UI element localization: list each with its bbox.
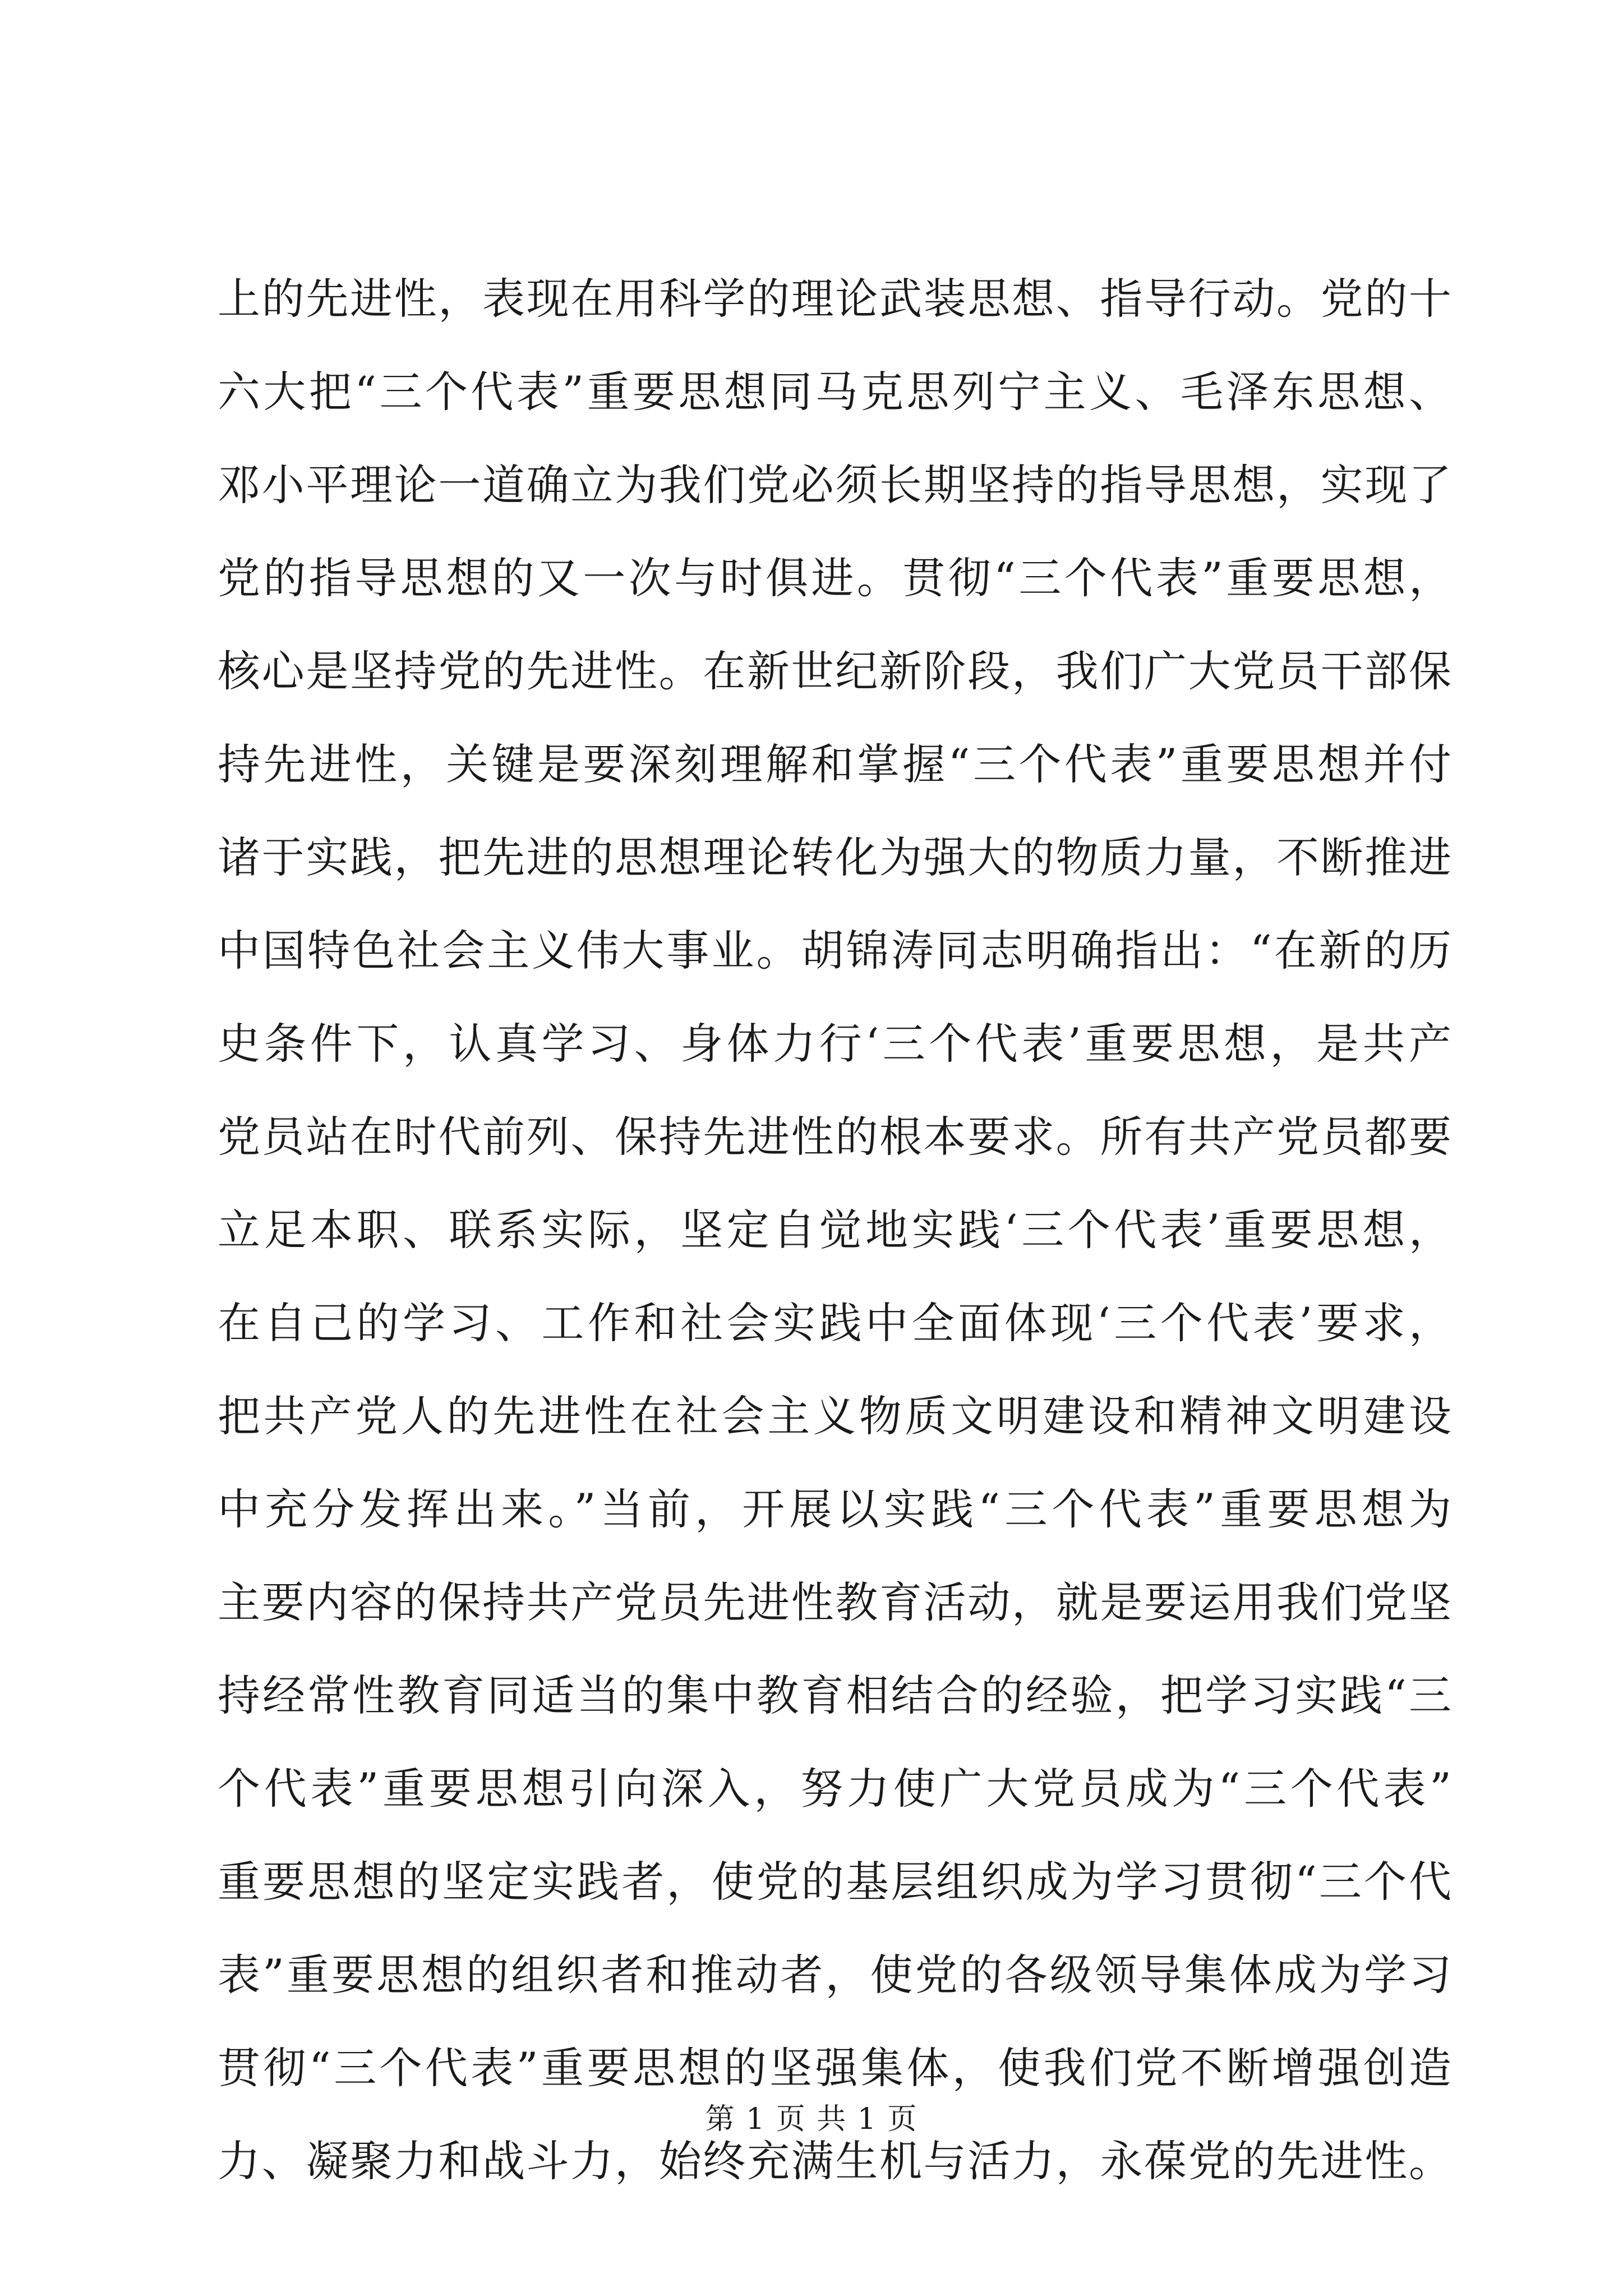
- text-line: 贯彻“三个代表”重要思想的坚强集体，使我们党不断增强创造: [218, 2043, 1451, 2093]
- text-line: 核心是坚持党的先进性。在新世纪新阶段，我们广大党员干部保: [218, 646, 1451, 696]
- text-line: 持经常性教育同适当的集中教育相结合的经验，把学习实践“三: [218, 1671, 1451, 1720]
- text-line: 个代表”重要思想引向深入，努力使广大党员成为“三个代表”: [218, 1764, 1451, 1814]
- text-line: 上的先进性，表现在用科学的理论武装思想、指导行动。党的十: [218, 274, 1451, 324]
- text-line: 力、凝聚力和战斗力，始终充满生机与活力，永葆党的先进性。: [218, 2136, 1451, 2186]
- text-line: 在自己的学习、工作和社会实践中全面体现‘三个代表’要求，: [218, 1298, 1451, 1348]
- text-line: 主要内容的保持共产党员先进性教育活动，就是要运用我们党坚: [218, 1577, 1451, 1627]
- text-line: 史条件下，认真学习、身体力行‘三个代表’重要思想，是共产: [218, 1019, 1451, 1069]
- text-line: 把共产党人的先进性在社会主义物质文明建设和精神文明建设: [218, 1391, 1451, 1441]
- text-line: 表”重要思想的组织者和推动者，使党的各级领导集体成为学习: [218, 1950, 1451, 2000]
- text-line: 党员站在时代前列、保持先进性的根本要求。所有共产党员都要: [218, 1112, 1451, 1162]
- text-line: 中国特色社会主义伟大事业。胡锦涛同志明确指出：“在新的历: [218, 926, 1451, 976]
- text-line: 中充分发挥出来。”当前，开展以实践“三个代表”重要思想为: [218, 1484, 1451, 1534]
- body-paragraph: [218, 252, 1451, 2208]
- text-line: 诸于实践，把先进的思想理论转化为强大的物质力量，不断推进: [218, 832, 1451, 882]
- text-line: 党的指导思想的又一次与时俱进。贯彻“三个代表”重要思想，: [218, 553, 1451, 603]
- text-line: 持先进性，关键是要深刻理解和掌握“三个代表”重要思想并付: [218, 739, 1451, 789]
- text-line: 重要思想的坚定实践者，使党的基层组织成为学习贯彻“三个代: [218, 1857, 1451, 1907]
- text-line: 邓小平理论一道确立为我们党必须长期坚持的指导思想，实现了: [218, 460, 1451, 510]
- text-line: 六大把“三个代表”重要思想同马克思列宁主义、毛泽东思想、: [218, 367, 1451, 417]
- page-number-footer: 第 1 页 共 1 页: [705, 2102, 918, 2136]
- text-line: 立足本职、联系实际，坚定自觉地实践‘三个代表’重要思想，: [218, 1205, 1451, 1255]
